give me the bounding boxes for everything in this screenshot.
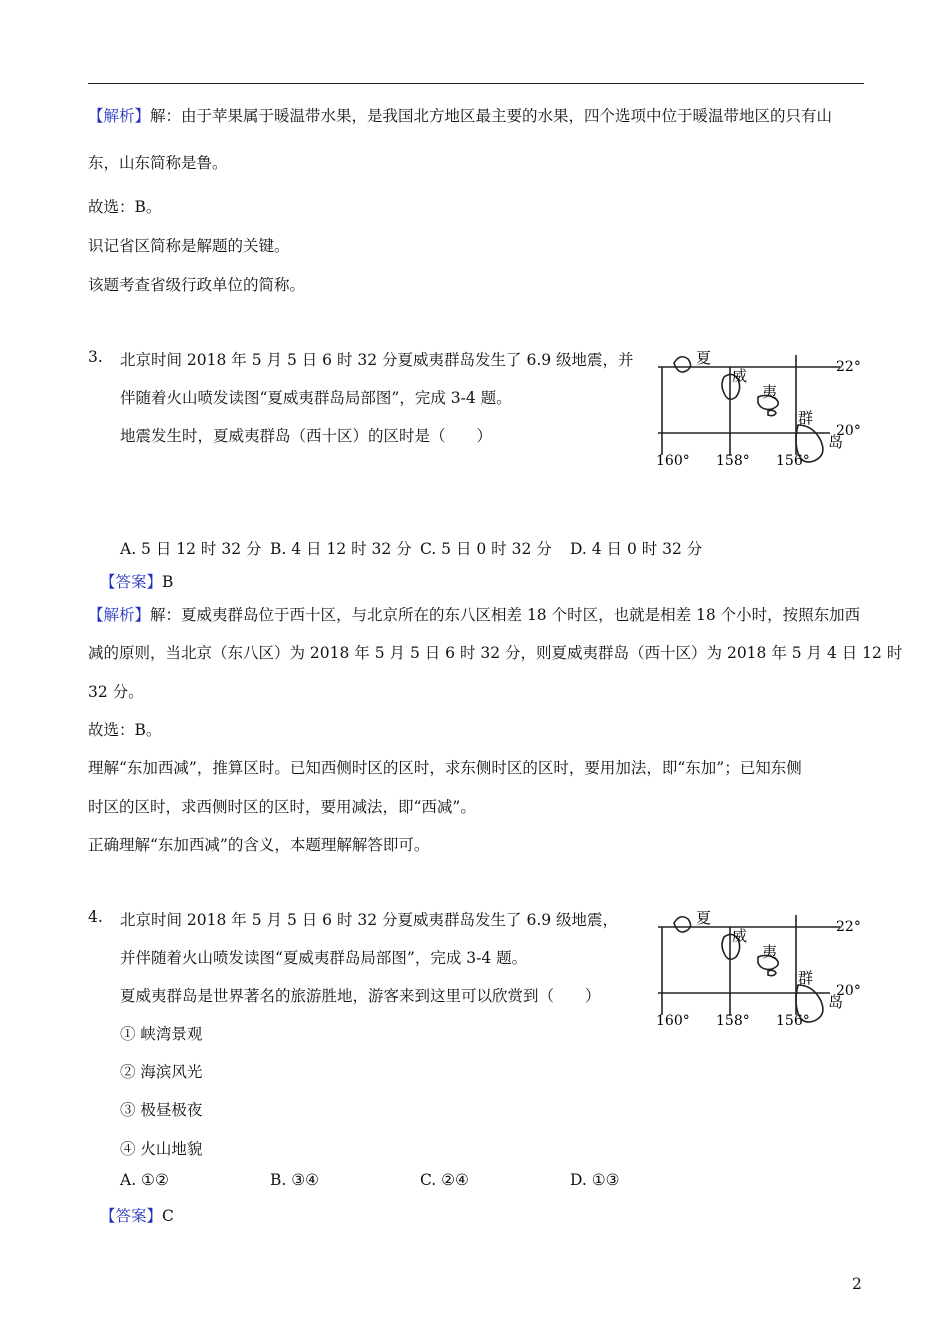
q4-number: 4. [88, 908, 103, 926]
map-lat-20: 20° [836, 423, 861, 439]
q4-option-d: D. ①③ [570, 1171, 620, 1189]
q3-stem-line1: 北京时间 2018 年 5 月 5 日 6 时 32 分夏威夷群岛发生了 6.9 级地震，并 [120, 351, 634, 369]
q4-stem-line1: 北京时间 2018 年 5 月 5 日 6 时 32 分夏威夷群岛发生了 6.9 级地震， [120, 911, 619, 929]
q3-analysis-line1: 【解析】解：夏威夷群岛位于西十区，与北京所在的东八区相差 18 个时区，也就是相差 18 个小时，按照东加西 [88, 606, 861, 624]
map-char-dao: 岛 [828, 993, 844, 1011]
hawaii-map-q4 [650, 905, 875, 1035]
q4-option-b: B. ③④ [270, 1171, 320, 1189]
prev-analysis-line2: 东，山东简称是鲁。 [88, 154, 228, 172]
prev-tip1: 识记省区简称是解题的关键。 [88, 237, 290, 255]
prev-tip2: 该题考查省级行政单位的简称。 [88, 276, 306, 294]
map-char-xia: 夏 [696, 909, 712, 927]
q3-analysis-line2: 减的原则，当北京（东八区）为 2018 年 5 月 5 日 6 时 32 分，则夏威夷群岛（西十区）为 2018 年 5 月 4 日 12 时 [88, 644, 903, 662]
q3-stem-line2: 伴随着火山喷发读图“夏威夷群岛局部图”，完成 3-4 题。 [120, 389, 512, 407]
q3-choice: 故选：B。 [88, 721, 162, 739]
analysis-tag: 【解析】 [88, 107, 151, 125]
map-char-yi: 夷 [762, 383, 778, 401]
map-char-qun: 群 [798, 409, 814, 427]
q3-option-c: C. 5 日 0 时 32 分 [420, 540, 552, 558]
map-lon-158: 158° [716, 1013, 750, 1029]
q4-item-3: ③ 极昼极夜 [120, 1101, 203, 1119]
q3-answer: 【答案】B [100, 573, 174, 591]
q4-item-2: ② 海滨风光 [120, 1063, 203, 1081]
q3-option-d: D. 4 日 0 时 32 分 [570, 540, 703, 558]
hawaii-map-q3 [650, 345, 875, 475]
page-number: 2 [852, 1275, 862, 1293]
map-lat-22: 22° [836, 359, 861, 375]
q3-number: 3. [88, 348, 103, 366]
q3-analysis-line3: 32 分。 [88, 683, 144, 701]
q4-answer: 【答案】C [100, 1207, 174, 1225]
q3-tip1: 理解“东加西减”，推算区时。已知西侧时区的区时，求东侧时区的区时，要用加法，即“东加”；已知东侧 [88, 759, 802, 777]
map-lon-156: 156° [776, 453, 810, 469]
map-char-qun: 群 [798, 969, 814, 987]
map-lon-160: 160° [656, 453, 690, 469]
map-lon-158: 158° [716, 453, 750, 469]
prev-analysis-line1: 【解析】解：由于苹果属于暖温带水果，是我国北方地区最主要的水果，四个选项中位于暖温带地区的只有山 [88, 107, 833, 125]
q3-option-a: A. 5 日 12 时 32 分 [120, 540, 262, 558]
map-char-dao: 岛 [828, 433, 844, 451]
q3-tip3: 正确理解“东加西减”的含义，本题理解解答即可。 [88, 836, 430, 854]
q3-tip2: 时区的区时，求西侧时区的区时，要用减法，即“西减”。 [88, 798, 476, 816]
map-lon-156: 156° [776, 1013, 810, 1029]
q4-item-4: ④ 火山地貌 [120, 1140, 203, 1158]
prev-choice: 故选：B。 [88, 198, 162, 216]
map-char-wei: 威 [732, 927, 748, 945]
q4-stem-line2: 并伴随着火山喷发读图“夏威夷群岛局部图”，完成 3-4 题。 [120, 949, 528, 967]
map-lat-22: 22° [836, 919, 861, 935]
map-char-yi: 夷 [762, 943, 778, 961]
q3-option-b: B. 4 日 12 时 32 分 [270, 540, 412, 558]
q4-option-c: C. ②④ [420, 1171, 469, 1189]
map-char-xia: 夏 [696, 349, 712, 367]
q4-option-a: A. ①② [120, 1171, 169, 1189]
map-lat-20: 20° [836, 983, 861, 999]
map-char-wei: 威 [732, 367, 748, 385]
q3-question: 地震发生时，夏威夷群岛（西十区）的区时是（ ） [120, 427, 493, 445]
q4-question: 夏威夷群岛是世界著名的旅游胜地，游客来到这里可以欣赏到（ ） [120, 987, 601, 1005]
q4-item-1: ① 峡湾景观 [120, 1025, 203, 1043]
map-lon-160: 160° [656, 1013, 690, 1029]
header-rule [88, 83, 864, 84]
